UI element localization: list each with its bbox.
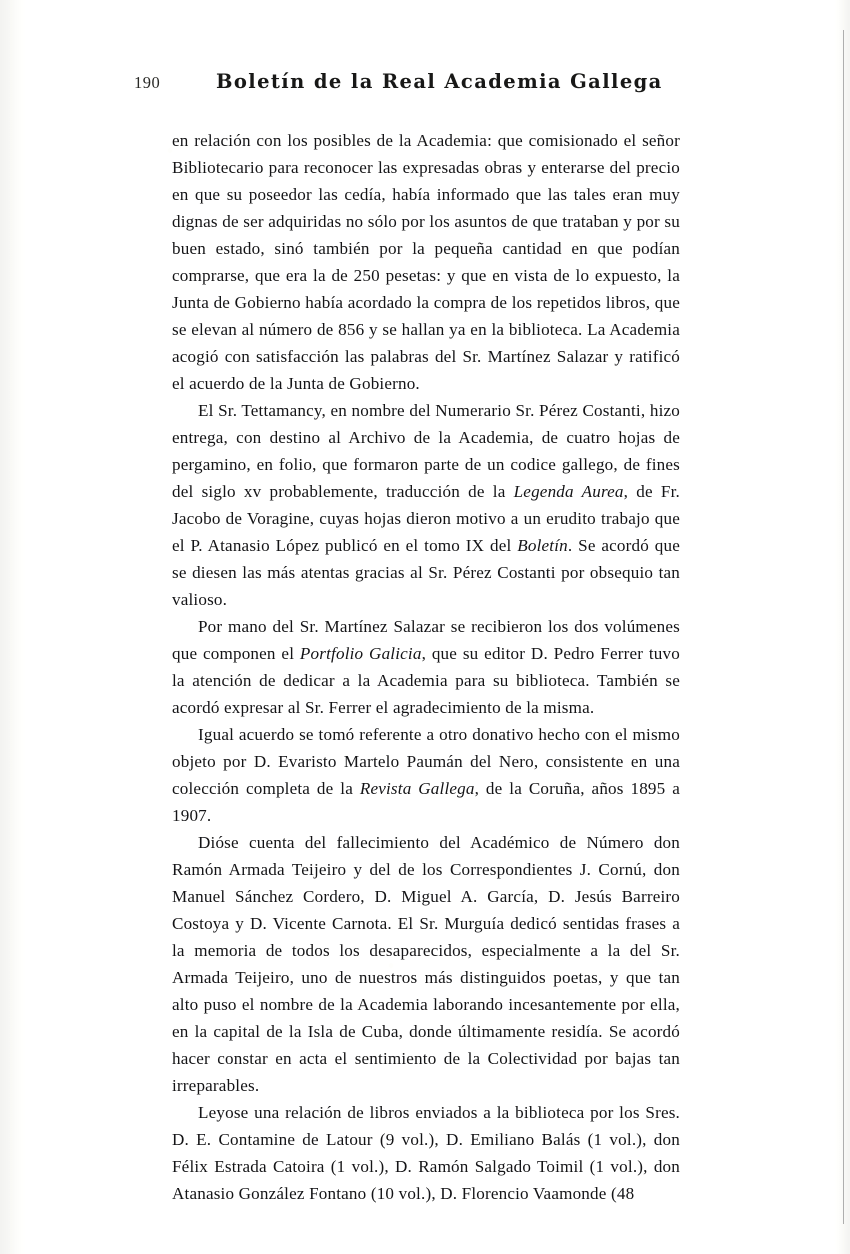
page-header bbox=[134, 70, 680, 93]
body-paragraph: Leyose una relación de libros enviados a la biblioteca por los Sres. D. E. Contamine de Latour (9 vol.), D. Emiliano Balás (1 vol.), don Félix Estrada Catoira (1 vol.), D. Ramón Salgado Toimil (1 vol.), don Atanasio González Fontano (10 vol.), D. Florencio Vaamonde (48 bbox=[172, 1103, 680, 1203]
body-paragraph: Igual acuerdo se tomó referente a otro donativo hecho con el mismo objeto por D. Evaristo Martelo Paumán del Nero, consistente en una colección completa de la Revista Gallega, de la Coruña, años 1895 a 1907. bbox=[172, 725, 681, 825]
page-left-shadow bbox=[0, 0, 26, 1254]
body-paragraph: El Sr. Tettamancy, en nombre del Numerario Sr. Pérez Costanti, hizo entrega, con destino al Archivo de la Academia, de cuatro hojas de pergamino, en folio, que formaron parte de un codice gallego, de fines del siglo xv probablemente, traducción de la Legenda Aurea, de Fr. Jacobo de Voragine, cuyas hojas dieron motivo a un erudito trabajo que el P. Atanasio López publicó en el tomo IX del Boletín. Se acordó que se diesen las más atentas gracias al Sr. Pérez Costanti por obsequio tan valioso. bbox=[172, 401, 680, 609]
body-text bbox=[172, 127, 680, 1207]
body-paragraph: Por mano del Sr. Martínez Salazar se recibieron los dos volúmenes que componen el Portfolio Galicia, que su editor D. Pedro Ferrer tuvo la atención de dedicar a la Academia para su biblioteca. También se acordó expresar al Sr. Ferrer el agradecimiento de la misma. bbox=[172, 617, 680, 717]
body-paragraph: en relación con los posibles de la Academia: que comisionado el señor Bibliotecario para reconocer las expresadas obras y enterarse del precio en que su poseedor las cedía, había informado que las tales eran muy dignas de ser adquiridas no sólo por los asuntos de que trataban y por su buen estado, sinó también por la pequeña cantidad en que podían comprarse, que era la de 250 pesetas: y que en vista de lo expuesto, la Junta de Gobierno había acordado la compra de los repetidos libros, que se elevan al número de 856 y se hallan ya en la biblioteca. La Academia acogió con satisfacción las palabras del Sr. Martínez Salazar y ratificó el acuerdo de la Junta de Gobierno. bbox=[172, 131, 680, 393]
body-paragraph: Dióse cuenta del fallecimiento del Académico de Número don Ramón Armada Teijeiro y del de los Correspondientes J. Cornú, don Manuel Sánchez Cordero, D. Miguel A. García, D. Jesús Barreiro Costoya y D. Vicente Carnota. El Sr. Murguía dedicó sentidas frases a la memoria de todos los desaparecidos, especialmente a la del Sr. Armada Teijeiro, uno de nuestros más distinguidos poetas, y que tan alto puso el nombre de la Academia laborando incesantemente por ella, en la capital de la Isla de Cuba, donde últimamente residía. Se acordó hacer constar en acta el sentimiento de la Colectividad por bajas tan irreparables. bbox=[172, 833, 680, 1095]
page-number: 190 bbox=[134, 73, 161, 92]
page-content bbox=[134, 70, 681, 1207]
page-right-shadow bbox=[834, 0, 850, 1254]
page-spine-line bbox=[843, 30, 844, 1224]
running-title: Boletín de la Real Academia Gallega bbox=[216, 70, 663, 93]
